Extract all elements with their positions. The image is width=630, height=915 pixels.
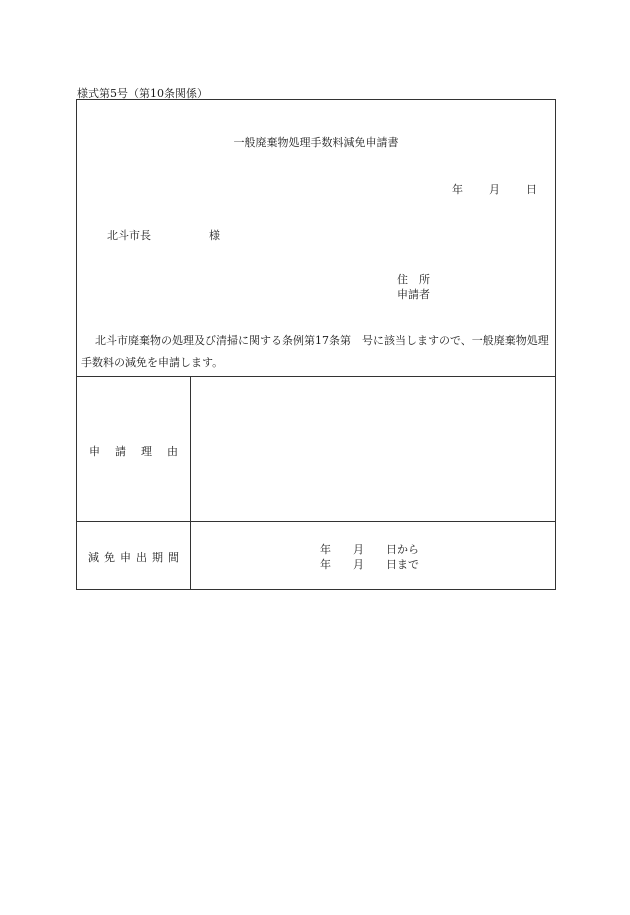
period-label-char: 間 — [168, 551, 179, 564]
period-label-char: 申 — [120, 551, 131, 564]
period-to-line — [320, 557, 419, 572]
addressee-honorific: 様 — [209, 229, 220, 242]
period-label — [77, 549, 190, 565]
addressee-name: 北斗市長 — [107, 229, 151, 242]
period-from-year: 年 — [320, 543, 331, 556]
request-statement: 北斗市廃棄物の処理及び清掃に関する条例第17条第 号に該当しますので、一般廃棄物処理手数料の減免を申請します。 — [81, 334, 549, 369]
applicant-block — [397, 272, 430, 302]
form-number: 様式第5号（第10条関係） — [77, 87, 208, 100]
reason-label-char: 申 — [89, 445, 100, 458]
document-title: 一般廃棄物処理手数料減免申請書 — [233, 136, 399, 149]
date-day-label: 日 — [526, 183, 537, 196]
period-to-month: 月 — [353, 558, 364, 571]
period-label-char: 減 — [88, 551, 99, 564]
reason-label-char: 請 — [115, 445, 126, 458]
reason-label — [77, 443, 190, 459]
date-line — [452, 181, 537, 197]
reason-field[interactable] — [197, 390, 547, 510]
table-column-divider — [190, 376, 191, 590]
applicant-address-label: 住 所 — [397, 273, 430, 286]
period-dates — [320, 542, 419, 572]
period-from-line — [320, 542, 419, 557]
date-year-label: 年 — [452, 183, 463, 196]
application-form — [76, 99, 556, 590]
period-label-char: 出 — [136, 551, 147, 564]
date-month-label: 月 — [489, 183, 500, 196]
period-from-month: 月 — [353, 543, 364, 556]
reason-label-char: 由 — [167, 445, 178, 458]
period-from-day: 日から — [386, 543, 419, 556]
period-label-char: 期 — [152, 551, 163, 564]
period-to-year: 年 — [320, 558, 331, 571]
reason-label-char: 理 — [141, 445, 152, 458]
period-label-char: 免 — [104, 551, 115, 564]
applicant-name-label: 申請者 — [397, 288, 430, 301]
table-middle-rule — [77, 521, 555, 522]
period-to-day: 日まで — [386, 558, 419, 571]
table-top-rule — [77, 376, 555, 377]
addressee — [107, 227, 220, 243]
